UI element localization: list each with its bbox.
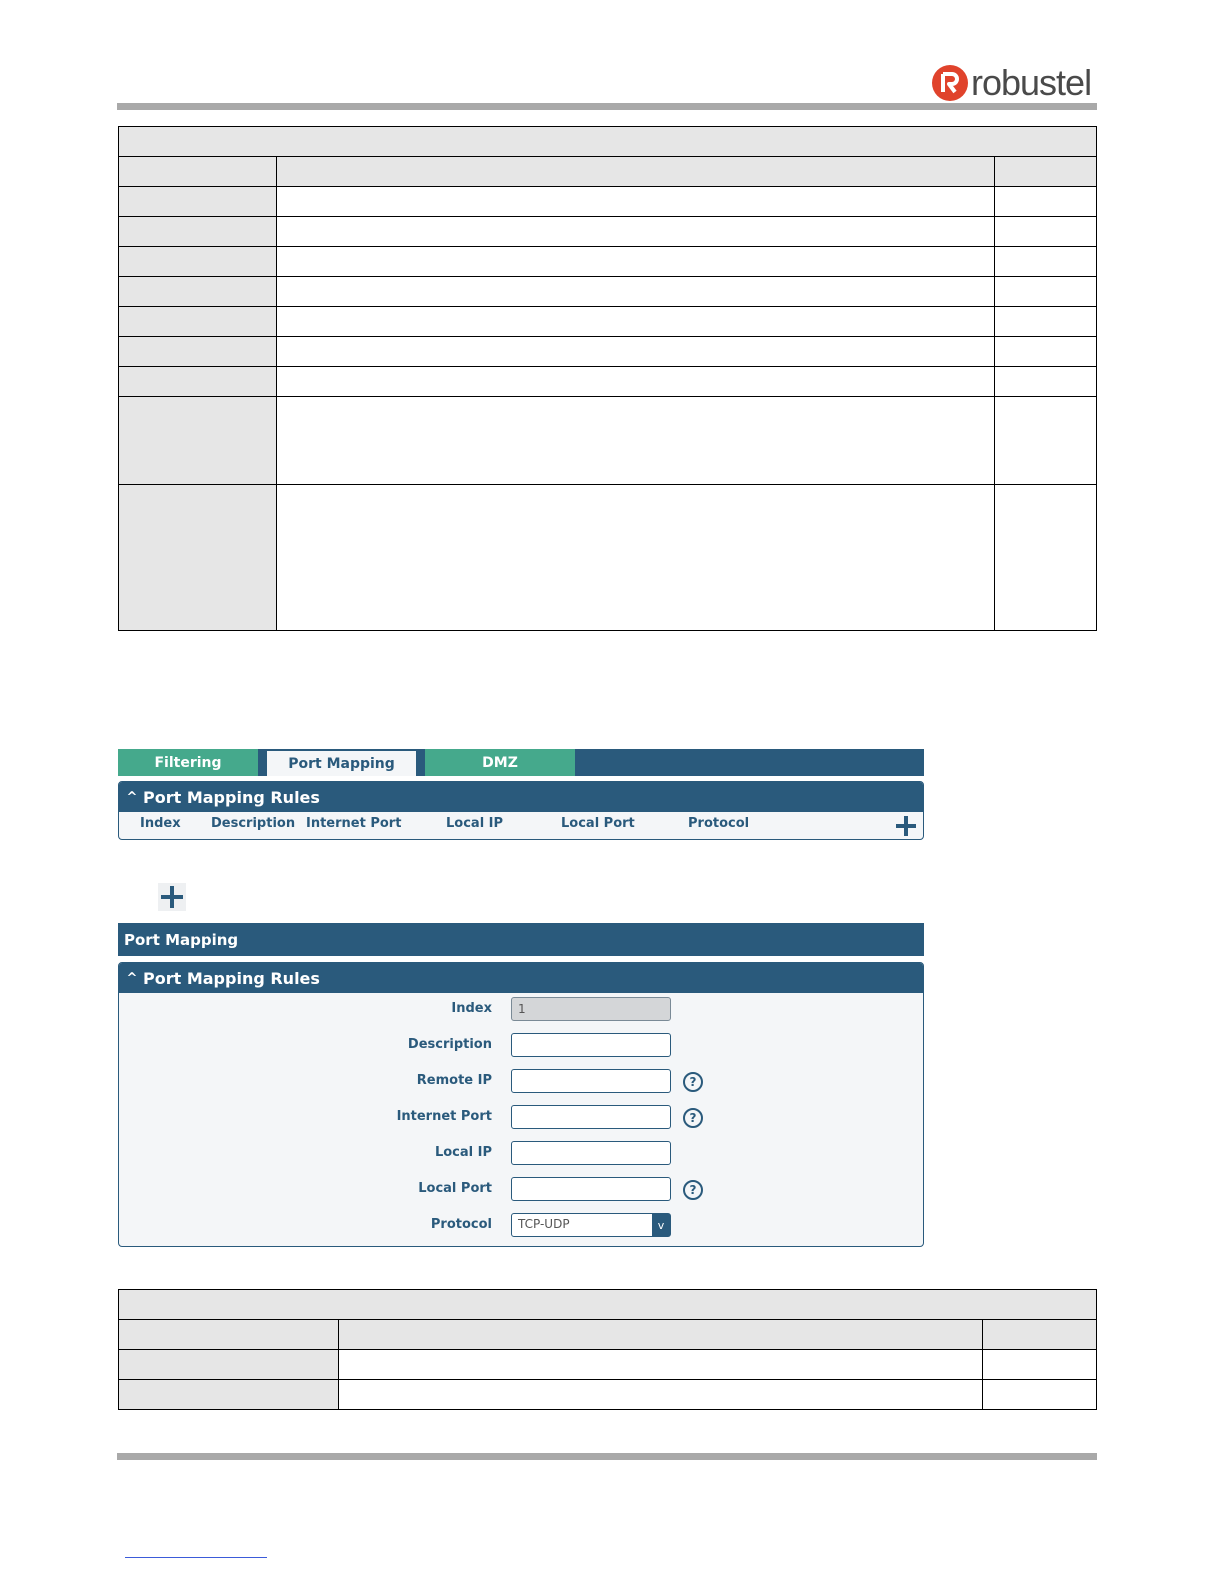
table-row	[119, 217, 1097, 247]
local-ip-field[interactable]	[511, 1141, 671, 1165]
parameter-table-lower	[118, 1289, 1097, 1410]
table-row	[119, 307, 1097, 337]
rules-list-header[interactable]	[119, 782, 923, 812]
field-row-internet-port	[119, 1105, 923, 1131]
field-row-remote-ip	[119, 1069, 923, 1095]
internet-port-field[interactable]	[511, 1105, 671, 1129]
plus-icon	[158, 883, 186, 911]
table-row	[119, 277, 1097, 307]
field-row-local-ip	[119, 1141, 923, 1167]
form-section-header[interactable]	[119, 963, 923, 993]
table-caption-row	[119, 1290, 1097, 1320]
table-row	[119, 247, 1097, 277]
rules-list-title: Port Mapping Rules	[143, 787, 320, 807]
header-rule	[117, 103, 1097, 110]
local-port-field[interactable]	[511, 1177, 671, 1201]
local-ip-label: Local IP	[434, 1145, 492, 1160]
table-row	[119, 187, 1097, 217]
table-row	[119, 337, 1097, 367]
table-row	[119, 397, 1097, 485]
internet-port-label: Internet Port	[396, 1109, 492, 1124]
tab-filtering[interactable]: Filtering	[118, 749, 258, 776]
column-description: Description	[211, 816, 296, 831]
table-row	[119, 367, 1097, 397]
footer-link-underline[interactable]	[125, 1557, 267, 1558]
column-local-ip: Local IP	[446, 816, 504, 831]
column-protocol: Protocol	[688, 816, 750, 831]
chevron-up-icon: ^	[126, 970, 138, 986]
tab-port-mapping[interactable]: Port Mapping	[267, 751, 416, 776]
table-row	[119, 1350, 1097, 1380]
tab-dmz[interactable]: DMZ	[425, 749, 575, 776]
index-label: Index	[451, 1001, 492, 1016]
table-header-row	[119, 157, 1097, 187]
protocol-selected-value: TCP-UDP	[518, 1217, 570, 1231]
column-local-port: Local Port	[561, 816, 635, 831]
port-mapping-rule-form	[118, 962, 924, 1247]
port-mapping-rules-list	[118, 781, 924, 840]
robustel-logo-badge-icon	[932, 65, 968, 101]
footer-rule	[117, 1453, 1097, 1460]
help-icon[interactable]: ?	[683, 1072, 703, 1092]
chevron-up-icon: ^	[126, 789, 138, 805]
parameter-table-upper	[118, 126, 1097, 631]
remote-ip-label: Remote IP	[416, 1073, 492, 1088]
help-icon[interactable]: ?	[683, 1180, 703, 1200]
add-rule-button[interactable]	[895, 815, 917, 840]
remote-ip-field[interactable]	[511, 1069, 671, 1093]
table-header-row	[119, 1320, 1097, 1350]
field-row-protocol	[119, 1213, 923, 1239]
protocol-label: Protocol	[430, 1217, 492, 1232]
table-caption-row	[119, 127, 1097, 157]
page-title: Port Mapping	[124, 930, 239, 949]
tab-bar	[118, 749, 924, 776]
local-port-label: Local Port	[418, 1181, 492, 1196]
brand-name: robustel	[971, 62, 1092, 103]
table-row	[119, 485, 1097, 631]
help-icon[interactable]: ?	[683, 1108, 703, 1128]
field-row-local-port	[119, 1177, 923, 1203]
protocol-select[interactable]	[511, 1213, 671, 1237]
field-row-description	[119, 1033, 923, 1059]
column-index: Index	[140, 816, 181, 831]
add-icon-illustration	[158, 883, 186, 911]
column-internet-port: Internet Port	[306, 816, 402, 831]
page-title-bar	[118, 923, 924, 956]
description-field[interactable]	[511, 1033, 671, 1057]
form-section-title: Port Mapping Rules	[143, 968, 320, 988]
field-row-index	[119, 997, 923, 1023]
robustel-logo	[932, 62, 1097, 104]
description-label: Description	[407, 1037, 492, 1052]
table-row	[119, 1380, 1097, 1410]
chevron-down-icon: v	[652, 1214, 670, 1236]
index-field: 1	[511, 997, 671, 1021]
plus-icon	[895, 815, 917, 837]
